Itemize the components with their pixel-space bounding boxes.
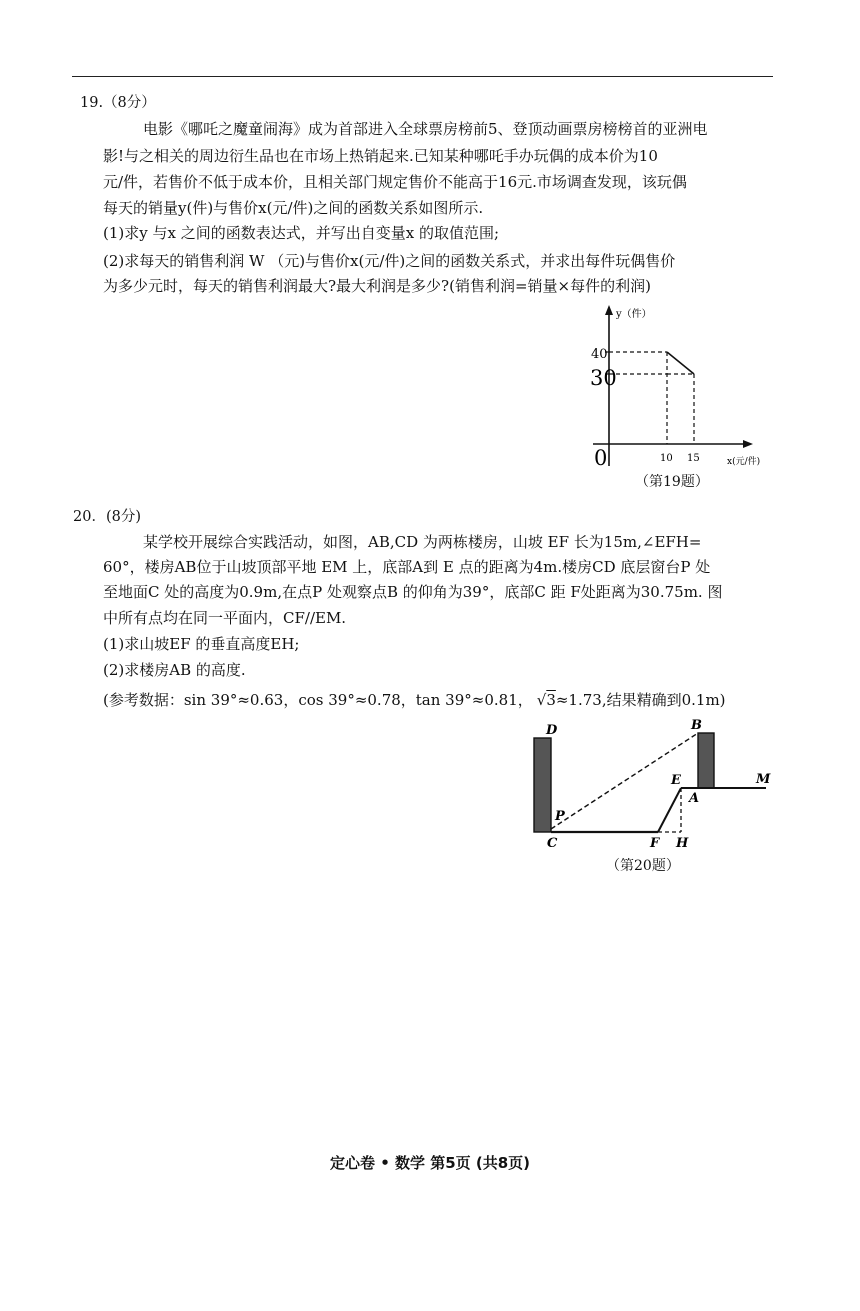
- label-c: C: [547, 836, 558, 851]
- q20-part2: (2)求楼房AB 的高度.: [103, 661, 246, 679]
- y-tick-40: 40: [591, 347, 608, 362]
- q19-function-graph: [585, 302, 785, 470]
- q19-line-3: 元/件，若售价不低于成本价，且相关部门规定售价不能高于16元.市场调查发现，该玩偶: [103, 173, 687, 191]
- reference-sqrt-radicand: 3: [546, 691, 556, 709]
- label-h: H: [676, 836, 689, 851]
- label-m: M: [756, 772, 771, 787]
- q20-reference-data: [103, 690, 726, 710]
- label-b: B: [691, 718, 702, 733]
- label-p: P: [555, 809, 565, 824]
- sqrt-icon: √: [536, 691, 547, 709]
- label-a: A: [689, 791, 700, 806]
- q19-header: 19.（8分）: [80, 95, 156, 111]
- q20-building-figure: [520, 710, 780, 856]
- label-f: F: [650, 836, 660, 851]
- building-ab: [698, 733, 714, 788]
- q20-header: 20．(8分): [73, 509, 141, 525]
- q20-line-4: 中所有点均在同一平面内，CF//EM.: [103, 609, 347, 627]
- q20-caption: （第20题）: [606, 858, 680, 874]
- q19-line-1: 电影《哪吒之魔童闹海》成为首部进入全球票房榜前5、登顶动画票房榜榜首的亚洲电: [143, 120, 708, 138]
- origin-label: 0: [594, 446, 608, 470]
- q20-line-2: 60°，楼房AB位于山坡顶部平地 EM 上，底部A到 E 点的距离为4m.楼房CD 底层窗台P 处: [103, 558, 711, 576]
- y-axis-label: y（件）: [616, 309, 652, 320]
- x-axis-arrow: [743, 440, 753, 448]
- function-segment: [667, 352, 694, 374]
- y-tick-30: 30: [590, 366, 617, 390]
- reference-suffix: ≈1.73,结果精确到0.1m): [555, 691, 726, 709]
- top-rule: [72, 76, 773, 77]
- q20-part1: (1)求山坡EF 的垂直高度EH;: [103, 635, 300, 653]
- q19-line-2: 影!与之相关的周边衍生品也在市场上热销起来.已知某种哪吒手办玩偶的成本价为10: [103, 147, 658, 165]
- page-footer: 定心卷 • 数学 第5页 (共8页): [329, 1154, 531, 1172]
- q19-part1: (1)求y 与x 之间的函数表达式，并写出自变量x 的取值范围;: [103, 224, 500, 242]
- q19-caption: （第19题）: [635, 474, 709, 490]
- building-cd: [534, 738, 551, 832]
- x-tick-15: 15: [687, 453, 700, 464]
- q19-line-4: 每天的销量y(件)与售价x(元/件)之间的函数关系如图所示.: [103, 199, 484, 217]
- label-e: E: [671, 773, 681, 788]
- q20-line-1: 某学校开展综合实践活动，如图，AB,CD 为两栋楼房，山坡 EF 长为15m,∠EFH=: [143, 533, 702, 551]
- reference-prefix: (参考数据：sin 39°≈0.63，cos 39°≈0.78，tan 39°≈0.81，: [103, 691, 533, 709]
- q19-part2-line-1: (2)求每天的销售利润 W （元)与售价x(元/件)之间的函数关系式，并求出每件玩偶售价: [103, 252, 676, 270]
- y-axis-arrow: [605, 305, 613, 315]
- slope-fe: [658, 788, 681, 832]
- x-tick-10: 10: [660, 453, 673, 464]
- x-axis-label: x(元/件): [727, 457, 761, 467]
- label-d: D: [546, 723, 558, 738]
- q19-part2-line-2: 为多少元时，每天的销售利润最大?最大利润是多少?(销售利润=销量×每件的利润): [103, 277, 651, 295]
- q20-line-3: 至地面C 处的高度为0.9m,在点P 处观察点B 的仰角为39°，底部C 距 F处距离为30.75m. 图: [103, 583, 723, 601]
